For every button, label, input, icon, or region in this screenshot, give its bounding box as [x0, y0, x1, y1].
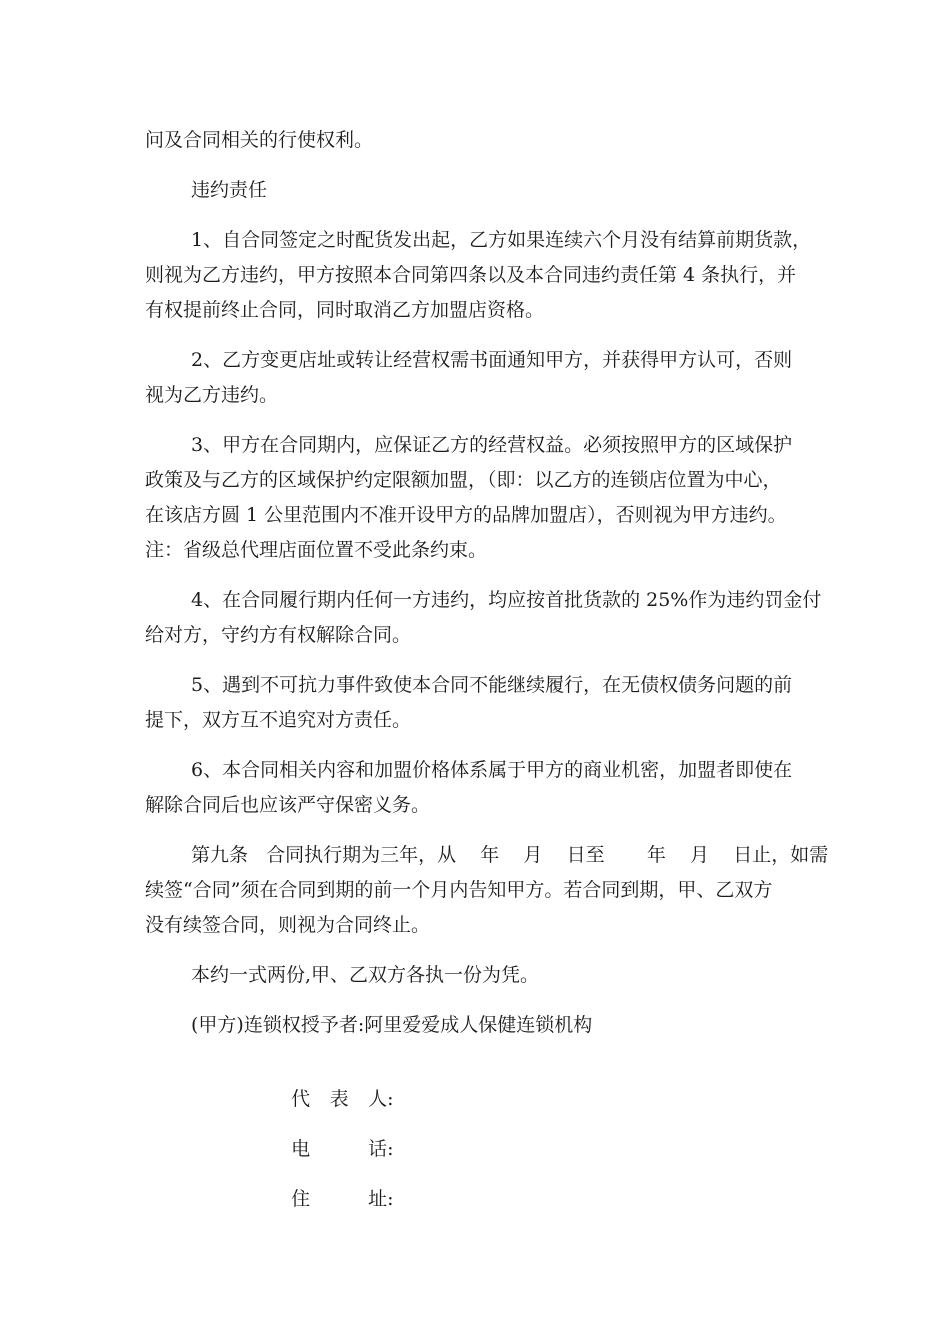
clause-line: 5、遇到不可抗力事件致使本合同不能继续履行，在无债权债务问题的前 — [191, 674, 793, 696]
field-address — [267, 1163, 394, 1235]
clause-line: 给对方，守约方有权解除合同。 — [145, 624, 412, 646]
copies-note: 本约一式两份,甲、乙双方各执一份为凭。 — [191, 964, 540, 986]
article-line: 没有续签合同，则视为合同终止。 — [145, 914, 431, 936]
field-colon: : — [387, 1138, 394, 1160]
clause-line: 1、自合同签定之时配货发出起，乙方如果连续六个月没有结算前期货款， — [191, 229, 812, 251]
clause-line: 注：省级总代理店面位置不受此条约束。 — [145, 539, 488, 561]
continuation-line: 问及合同相关的行使权利。 — [145, 129, 374, 151]
field-label: 代表人 — [291, 1088, 388, 1110]
field-colon: : — [387, 1188, 394, 1210]
article-line: 续签“合同”须在合同到期的前一个月内告知甲方。若合同到期，甲、乙双方 — [145, 879, 773, 901]
field-colon: : — [387, 1088, 394, 1110]
clause-line: 6、本合同相关内容和加盟价格体系属于甲方的商业机密，加盟者即使在 — [191, 759, 793, 781]
clause-line: 提下，双方互不追究对方责任。 — [145, 709, 412, 731]
clause-line: 在该店方圆 1 公里范围内不准开设甲方的品牌加盟店），否则视为甲方违约。 — [145, 504, 787, 526]
field-label: 电话 — [291, 1138, 388, 1160]
clause-line: 2、乙方变更店址或转让经营权需书面通知甲方，并获得甲方认可，否则 — [191, 349, 793, 371]
clause-line: 视为乙方违约。 — [145, 384, 279, 406]
section-heading: 违约责任 — [191, 179, 268, 201]
field-label: 住址 — [291, 1188, 388, 1210]
clause-line: 有权提前终止合同，同时取消乙方加盟店资格。 — [145, 299, 545, 321]
clause-line: 3、甲方在合同期内，应保证乙方的经营权益。必须按照甲方的区域保护 — [191, 434, 793, 456]
clause-line: 政策及与乙方的区域保护约定限额加盟，（即：以乙方的连锁店位置为中心， — [145, 469, 782, 491]
party-a-label: (甲方)连锁权授予者:阿里爱爱成人保健连锁机构 — [191, 1014, 593, 1036]
article-line: 第九条 合同执行期为三年，从 年 月 日至 年 月 日止，如需 — [191, 844, 829, 866]
clause-line: 则视为乙方违约，甲方按照本合同第四条以及本合同违约责任第 4 条执行，并 — [145, 264, 797, 286]
clause-line: 解除合同后也应该严守保密义务。 — [145, 794, 431, 816]
clause-line: 4、在合同履行期内任何一方违约，均应按首批货款的 25%作为违约罚金付 — [191, 589, 822, 611]
